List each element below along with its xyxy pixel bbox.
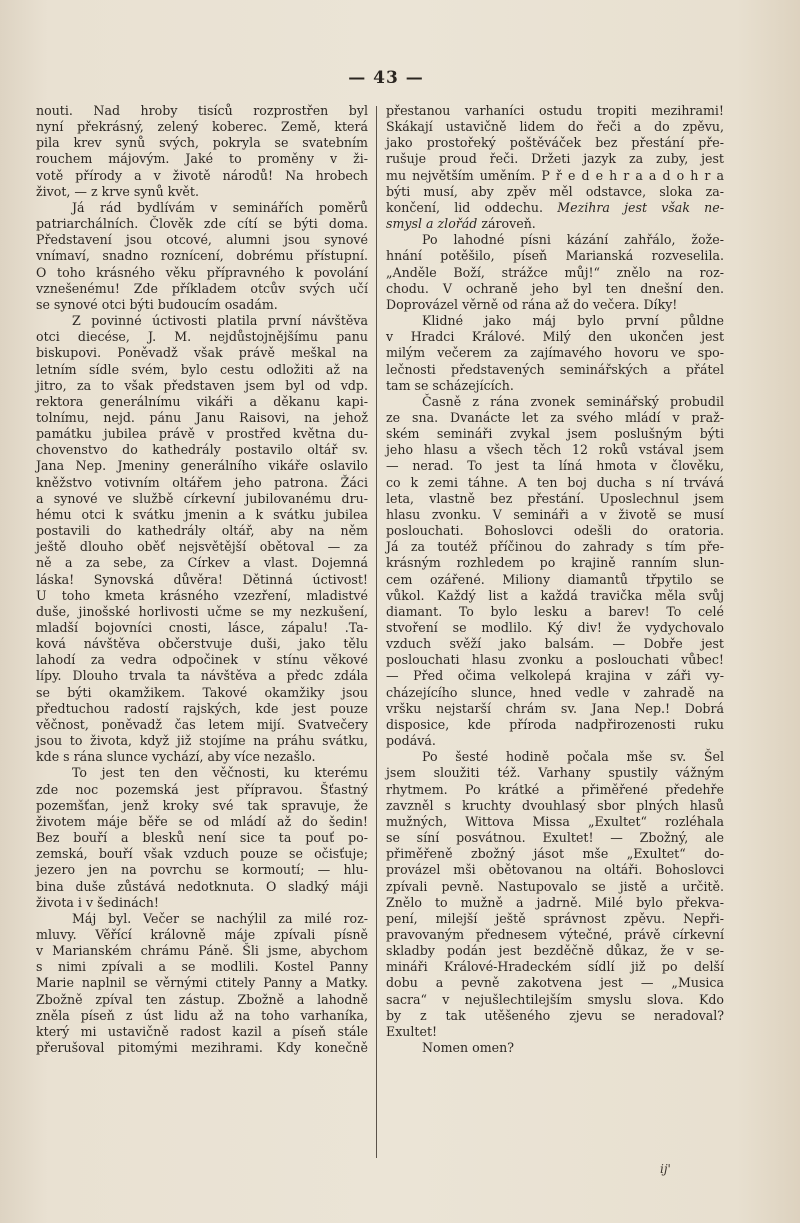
right-text-line: co k zemi táhne. A ten boj ducha s ní trvává: [386, 474, 724, 490]
right-text-line: zavzněl s kruchty dvouhlasý sbor plných hlasů: [386, 797, 724, 813]
right-text-line: ze sna. Dvanácte let za svého mládí v praž-: [386, 409, 724, 425]
left-text-line: přerušoval pitomými mezihrami. Kdy konečně: [36, 1040, 368, 1056]
right-text-line: vůkol. Každý list a každá travička měla svůj: [386, 587, 724, 603]
left-text-line: v Marianském chrámu Páně. Šli jsme, abychom: [36, 943, 368, 959]
right-text-line: tam se scházejících.: [386, 377, 514, 393]
right-text-line: diamant. To bylo lesku a barev! To celé: [386, 603, 724, 619]
printer-signature-mark: ij': [660, 1162, 671, 1176]
left-text-line: duše, jinošské horlivosti učme se my nezkušení,: [36, 603, 368, 619]
right-text-line: pravovaným přednesem výtečné, právě církevní: [386, 926, 724, 942]
left-text-line: Jana Nep. Jmeniny generálního vikáře oslavilo: [36, 458, 368, 474]
right-text-line: krásným rozhledem po krajině ranním slun-: [386, 555, 724, 571]
left-text-line: životem máje běře se od mládí až do šedin!: [36, 813, 368, 829]
right-text-line: se síní posvátnou. Exultet! — Zbožný, ale: [386, 830, 724, 846]
right-text-line: „Anděle Boží, strážce můj!“ znělo na roz-: [386, 264, 724, 280]
right-text-line: ském semináři zvykal jsem poslušným býti: [386, 426, 724, 442]
left-text-line: se synové otci býti budoucím osadám.: [36, 296, 278, 312]
left-text-line: mladší bojovníci cnosti, lásce, zápalu! .Ta-: [36, 620, 368, 635]
left-text-line: Z povinné úctivosti platila první návštěva: [72, 313, 368, 329]
right-text-line: jsem sloužiti též. Varhany spustily vážným: [386, 765, 724, 781]
right-text-line: podává.: [386, 733, 436, 749]
left-text-line: zde noc pozemská jest přípravou. Šťastný: [36, 781, 368, 797]
right-text-line: Znělo to mužně a jadrně. Milé bylo překva-: [386, 894, 724, 910]
left-text-line: předtuchou radostí rajských, kde jest pouze: [36, 700, 368, 716]
left-text-line: tolnímu, nejd. pánu Janu Raisovi, na jehož: [36, 409, 368, 425]
right-text-line: Časně z rána zvonek seminářský probudil: [422, 393, 724, 409]
right-text-line: přiměřeně zbožný jásot mše „Exultet“ do-: [386, 846, 724, 862]
left-text-line: Já rád bydlívám v seminářích poměrů: [72, 199, 368, 215]
left-text-line: Představení jsou otcové, alumni jsou synové: [36, 232, 368, 248]
left-text-line: rouchem májovým. Jaké to proměny v ži-: [36, 151, 368, 167]
right-text-line: leta, vlastně bez přestání. Uposlechnul jsem: [386, 490, 724, 506]
left-text-line: hému otci k svátku jmenin a k svátku jubilea: [36, 506, 368, 522]
italic-emphasis: smysl a zlořád: [386, 216, 478, 232]
left-text-line: a synové ve službě církevní jubilovanému dru-: [36, 490, 368, 506]
right-text-line: mužných, Wittova Missa „Exultet“ rozléhala: [386, 813, 724, 829]
left-text-line: rektora generálnímu vikáři a děkanu kapi-: [36, 393, 368, 409]
right-text-line: — Před očima velkolepá krajina v záři vy-: [386, 668, 724, 684]
left-text-line: chovenstvo do kathedrály postavilo oltář sv.: [36, 442, 368, 458]
left-text-line: nyní překrásný, zelený koberec. Země, která: [36, 119, 368, 135]
left-text-line: zemská, bouří však vzduch pouze se očisťuje;: [36, 846, 368, 862]
left-text-line: Zbožně zpíval ten zástup. Zbožně a lahodně: [36, 991, 368, 1007]
left-text-line: otci diecése, J. M. nejdůstojnějšímu panu: [36, 329, 368, 345]
left-text-line: Bez bouří a blesků není sice ta pouť po-: [36, 830, 368, 846]
left-text-line: jitro, za to však představen jsem byl od vdp.: [36, 377, 368, 393]
right-text-line: cházejícího slunce, hned vedle v zahradě na: [386, 684, 724, 700]
left-text-line: mluvy. Věřící královně máje zpívali písně: [36, 926, 368, 942]
left-text-line: Máj byl. Večer se nachýlil za milé roz-: [72, 910, 368, 926]
right-text-line: Já za toutéž příčinou do zahrady s tím pře-: [386, 539, 724, 555]
left-text-line: O toho krásného věku přípravného k povolání: [36, 264, 368, 280]
right-text-line: Po šesté hodině počala mše sv. Šel: [422, 749, 724, 765]
right-text-line: stvoření se modlilo. Ký div! že vydychovalo: [386, 620, 724, 635]
left-text-line: votě přírody a v životě národů! Na hrobech: [36, 167, 368, 183]
right-text-line: vršku nejstarší chrám sv. Jana Nep.! Dobrá: [386, 700, 724, 716]
left-text-line: postavili do kathedrály oltář, aby na něm: [36, 523, 368, 539]
right-text-line: dobu a pevně zakotvena jest — „Musica: [386, 975, 724, 991]
right-text-line: chodu. V ochraně jeho byl ten dnešní den.: [386, 280, 724, 296]
right-text-line: poslouchati hlasu zvonku a poslouchati vůbec!: [386, 652, 724, 668]
left-text-line: U toho kmeta krásného vzezření, mladistvé: [36, 587, 368, 603]
left-text-line: láska! Synovská důvěra! Dětinná úctivost!: [36, 571, 368, 587]
left-text-line: nouti. Nad hroby tisíců rozprostřen byl: [36, 103, 368, 118]
right-text-line: jeho hlasu a všech těch 12 roků vstával jsem: [386, 442, 724, 458]
page-number: — 43 —: [348, 68, 424, 88]
left-text-line: památku jubilea právě v prostřed května du-: [36, 426, 368, 442]
left-text-line: života i v šedinách!: [36, 894, 159, 910]
right-text-line: disposice, kde příroda nadpřirozenosti ruku: [386, 716, 724, 732]
left-text-line: patriarchálních. Člověk zde cítí se býti doma.: [36, 216, 368, 232]
right-text-line: mináři Králové-Hradeckém sídlí již po delší: [386, 959, 724, 975]
right-text-line: Exultet!: [386, 1023, 438, 1039]
right-text-line: hnání potěšilo, píseň Marianská rozveselila.: [386, 248, 724, 264]
right-text-line: jako prostořeký poštěváček bez přestání pře-: [386, 135, 724, 151]
left-text-line: pozemšťan, jenž kroky své tak spravuje, že: [36, 797, 368, 813]
right-text-line: sacra“ v nejušlechtilejším smyslu slova. Kdo: [386, 991, 724, 1007]
left-text-line: život, — z krve synů květ.: [36, 183, 199, 199]
right-text-line: — nerad. To jest ta líná hmota v člověku,: [386, 458, 724, 474]
left-text-line: jsou to života, když již stojíme na práhu svátku,: [36, 733, 368, 749]
right-text-line: pení, milejší ještě správnost zpěvu. Nepři-: [386, 910, 724, 926]
italic-emphasis: Mezihra jest však ne-: [557, 199, 724, 215]
right-text-line: lečnosti představených seminářských a přátel: [386, 361, 724, 377]
left-text-line: s nimi zpívali a se modlili. Kostel Panny: [36, 959, 368, 975]
right-text-line: milým večerem za zajímavého hovoru ve spo-: [386, 345, 724, 361]
right-text-line: smysl a zlořád zároveň.: [386, 216, 536, 232]
left-text-line: který mi ustavičně radost kazil a píseň stále: [36, 1023, 368, 1039]
left-text-line: pila krev synů svých, pokryla se svatebním: [36, 135, 368, 151]
right-text-line: přestanou varhaníci ostudu tropiti mezihrami!: [386, 103, 724, 118]
left-text-line: letním sídle svém, bylo cestu odložiti až na: [36, 361, 368, 377]
left-text-line: lahodí za vedra odpočinek v stínu věkové: [36, 652, 368, 668]
right-text-line: v Hradci Králové. Milý den ukončen jest: [386, 329, 724, 345]
left-text-line: lípy. Dlouho trvala ta návštěva a předc zdála: [36, 668, 368, 684]
left-text-line: kněžstvo votivním oltářem jeho patrona. Žáci: [36, 474, 368, 490]
left-text-line: ještě dlouho oběť nejsvětější obětoval — za: [36, 539, 368, 555]
right-text-line: skladby podán jest bezděčně důkaz, že v se-: [386, 943, 724, 959]
left-text-line: vnímaví, snadno roznícení, dobrému přístupní.: [36, 248, 368, 264]
column-divider: [376, 106, 377, 1158]
right-text-line: mu největším uměním. P ř e d e h r a a d o h r a: [386, 167, 724, 183]
left-text-line: zněla píseň z úst lidu až na toho varhaníka,: [36, 1007, 368, 1023]
right-text-line: hlasu zvonku. V semináři a v životě se musí: [386, 506, 724, 522]
left-text-line: jezero jen na povrchu se kormoutí; — hlu-: [36, 862, 368, 878]
right-text-line: končení, lid oddechu. Mezihra jest však ne-: [386, 199, 724, 215]
left-text-line: To jest ten den věčnosti, ku kterému: [72, 765, 368, 781]
left-text-line: se býti okamžikem. Takové okamžiky jsou: [36, 684, 368, 700]
right-text-line: rhytmem. Po krátké a přiměřené předehře: [386, 781, 724, 797]
right-text-line: poslouchati. Bohoslovci odešli do oratoria.: [386, 523, 724, 539]
right-text-line: provázel mši obětovanou na oltáři. Bohoslovci: [386, 862, 724, 878]
left-text-line: věčnost, poněvadž čas letem mijí. Svatvečery: [36, 716, 368, 732]
right-text-line: Skákají ustavičně lidem do řeči a do zpěvu,: [386, 119, 724, 135]
left-text-line: bina duše zůstává nedotknuta. O sladký máji: [36, 878, 368, 894]
right-text-column: [386, 103, 724, 1056]
left-text-line: kde s rána slunce vychází, aby více nezašlo.: [36, 749, 316, 765]
right-text-line: Po lahodné písni kázání zahřálo, žože-: [422, 232, 724, 248]
right-text-line: Nomen omen?: [422, 1040, 514, 1056]
left-text-line: biskupovi. Poněvadž však právě meškal na: [36, 345, 368, 361]
left-text-line: Marie naplnil se věrnými ctitely Panny a Matky.: [36, 975, 368, 991]
right-text-line: by z tak utěšeného zjevu se neradoval?: [386, 1007, 724, 1023]
left-text-column: [36, 103, 368, 1056]
left-text-line: vznešenému! Zde příkladem otcův svých učí: [36, 280, 368, 296]
right-text-line: Klidné jako máj bylo první půldne: [422, 313, 724, 329]
right-text-line: Doprovázel věrně od rána až do večera. Díky!: [386, 296, 678, 312]
right-text-line: vzduch svěží jako balsám. — Dobře jest: [386, 636, 724, 652]
right-text-line: býti musí, aby zpěv měl odstavce, sloka za-: [386, 183, 724, 199]
right-text-line: rušuje proud řeči. Držeti jazyk za zuby, jest: [386, 151, 724, 167]
left-text-line: ně a za sebe, za Církev a vlast. Dojemná: [36, 555, 368, 571]
right-text-line: cem ozářené. Miliony diamantů třpytilo se: [386, 571, 724, 587]
right-text-line: zpívali pevně. Nastupovalo se jistě a určitě.: [386, 878, 724, 894]
left-text-line: ková návštěva občerstvuje duši, jako tělu: [36, 636, 368, 652]
